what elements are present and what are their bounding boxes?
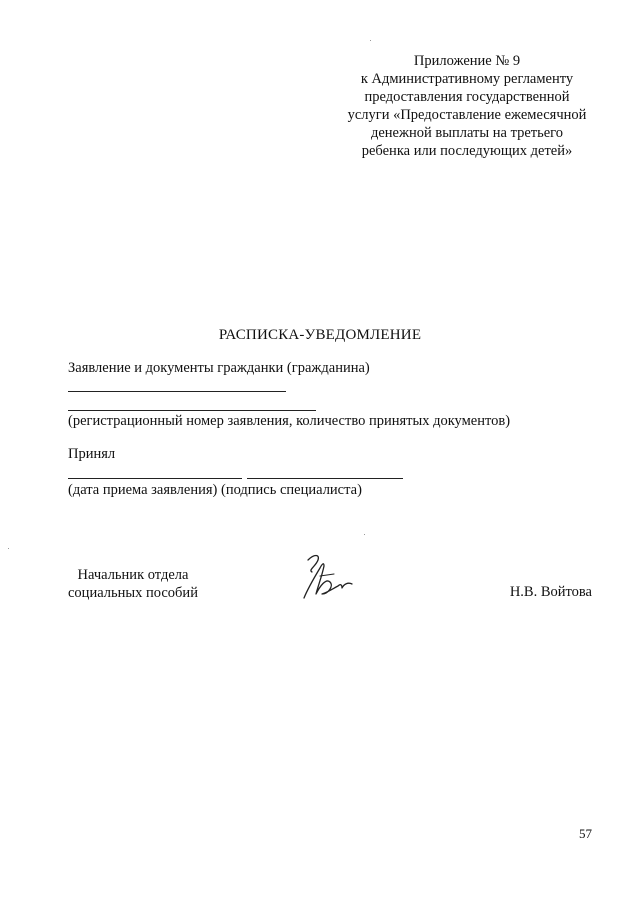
applicant-name-line [68,391,286,392]
position-line: социальных пособий [68,585,198,601]
appendix-line: услуги «Предоставление ежемесячной [347,107,587,123]
registration-caption: (регистрационный номер заявления, количество принятых документов) [68,413,511,429]
signer-position [68,566,198,602]
scan-speck [8,548,9,549]
appendix-line: к Административному регламенту [360,71,574,87]
date-line [68,478,242,479]
appendix-line: ребенка или последующих детей» [361,143,573,159]
document-title: РАСПИСКА-УВЕДОМЛЕНИЕ [218,327,422,343]
applicant-label: Заявление и документы гражданки (гражданина) [68,360,370,376]
handwritten-signature-icon [290,548,370,604]
appendix-line: денежной выплаты на третьего [370,125,563,141]
page-number: 57 [579,826,592,841]
scan-speck [364,534,365,535]
appendix-line: Приложение № 9 [413,53,521,69]
accepted-label: Принял [68,446,116,462]
signer-name: Н.В. Войтова [509,584,592,600]
registration-line [68,410,316,411]
appendix-header [322,52,612,160]
signature-line [247,478,403,479]
date-signature-caption: (дата приема заявления) (подпись специалиста) [68,482,362,498]
scan-speck [370,40,371,41]
appendix-line: предоставления государственной [364,89,570,105]
position-line: Начальник отдела [77,567,189,583]
